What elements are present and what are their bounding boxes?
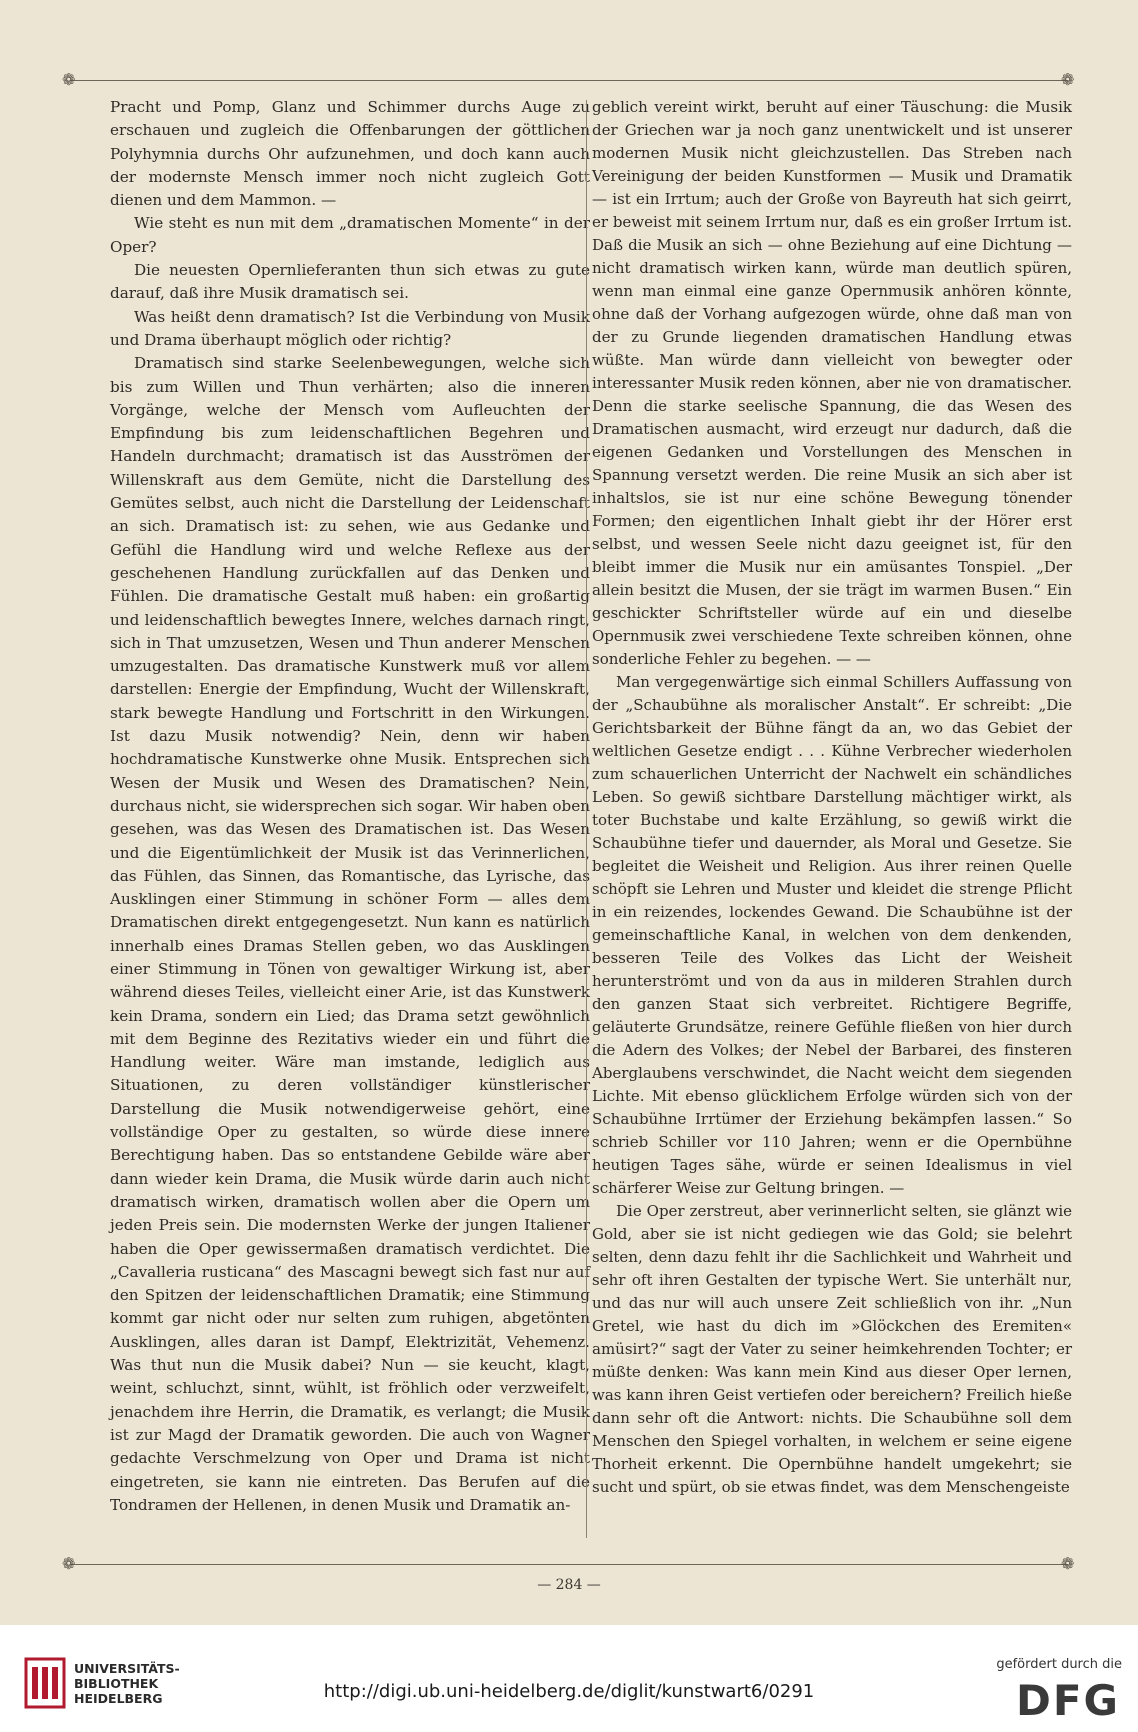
corner-ornament-bottom-left: ❁ (62, 1554, 76, 1573)
top-border-rule (70, 80, 1068, 81)
funding-label: gefördert durch die (996, 1657, 1122, 1672)
left-text-column (110, 96, 590, 1517)
institution-line: UNIVERSITÄTS- (74, 1661, 180, 1676)
dfg-logo-icon: DFG (1015, 1676, 1120, 1725)
paragraph: Man vergegenwärtige sich einmal Schillers Auffassung von der „Schaubühne als moralischer Anstalt“. Er schreibt: „Die Gerichtsbarkeit der Bühne fängt da an, wo das Gebiet der weltlichen Gesetze endigt . . . Kühne Verbrecher wiederholen zum schauerlichen Unterricht der Nachwelt ein schändliches Leben. So gewiß sichtbare Darstellung mächtiger wirkt, als toter Buchstabe und kalte Erzählung, so gewiß wirkt die Schaubühne tiefer und dauernder, als Moral und Gesetze. Sie begleitet die Weisheit und Religion. Aus ihrer reinen Quelle schöpft sie Lehren und Muster und kleidet die strenge Pflicht in ein reizendes, lockendes Gewand. Die Schaubühne ist der gemeinschaftliche Kanal, in welchen von dem denkenden, besseren Teile des Volkes das Licht der Weisheit herunterströmt und von da aus in milderen Strahlen durch den ganzen Staat sich verbreitet. Richtigere Begriffe, geläuterte Grundsätze, reinere Gefühle fließen von hier durch die Adern des Volkes; der Nebel der Barbarei, des finsteren Aberglaubens verschwindet, die Nacht weicht dem siegenden Lichte. Mit ebenso glücklichem Erfolge würden sich von der Schaubühne Irrtümer der Erziehung bekämpfen lassen.“ So schrieb Schiller vor 110 Jahren; wenn er die Opernbühne heutigen Tages sähe, würde er seinen Idealismus in viel schärferer Weise zur Geltung bringen. — (592, 673, 1072, 1197)
paragraph: Was heißt denn dramatisch? Ist die Verbindung von Musik und Drama überhaupt möglich oder richtig? (110, 307, 590, 349)
footer-bar (0, 1625, 1138, 1732)
page-number: — 284 — (537, 1577, 601, 1593)
right-text-column (592, 96, 1072, 1499)
paragraph: Die neuesten Opernlieferanten thun sich etwas zu gute darauf, daß ihre Musik dramatisch sei. (110, 261, 590, 303)
corner-ornament-top-right: ❁ (1061, 70, 1075, 89)
paragraph: geblich vereint wirkt, beruht auf einer Täuschung: die Musik der Griechen war ja noch ganz unentwickelt und ist unserer modernen Musik nicht gleichzustellen. Das Streben nach Vereinigung der beiden Kunstformen — Musik und Dramatik — ist ein Irrtum; auch der Große von Bayreuth hat sich geirrt, er beweist mit seinem Irrtum nur, daß es ein großer Irrtum ist. Daß die Musik an sich — ohne Beziehung auf eine Dichtung — nicht dramatisch wirken kann, würde man deutlich spüren, wenn man einmal eine ganze Opernmusik anhören könnte, ohne daß der Vorhang aufgezogen würde, ohne daß man von der zu Grunde liegenden dramatischen Handlung etwas wüßte. Man würde dann vielleicht von bewegter oder interessanter Musik reden können, aber nie von dramatischer. Denn die starke seelische Spannung, die das Wesen des Dramatischen ausmacht, wird erzeugt nur dadurch, daß die eigenen Gedanken und Vorstellungen des Menschen in Spannung versetzt werden. Die reine Musik an sich aber ist inhaltslos, sie ist nur eine schöne Bewegung tönender Formen; den eigentlichen Inhalt giebt ihr der Hörer erst selbst, und wessen Seele nicht dazu geeignet ist, für den bleibt immer die Musik nur ein amüsantes Tonspiel. „Der allein besitzt die Musen, der sie trägt im warmen Busen.“ Ein geschickter Schriftsteller würde auf ein und dieselbe Opernmusik zwei verschiedene Texte schreiben können, ohne sonderliche Fehler zu begehen. — — (592, 98, 1072, 668)
corner-ornament-top-left: ❁ (62, 70, 76, 89)
paragraph: Wie steht es nun mit dem „dramatischen Momente“ in der Oper? (110, 214, 590, 256)
paragraph: Pracht und Pomp, Glanz und Schimmer durchs Auge zu erschauen und zugleich die Offenbarungen der göttlichen Polyhymnia durchs Ohr aufzunehmen, und doch kann auch der modernste Mensch immer noch nicht zugleich Gott dienen und dem Mammon. — (110, 98, 590, 210)
corner-ornament-bottom-right: ❁ (1061, 1554, 1075, 1573)
column-divider (586, 100, 587, 1538)
paragraph: Die Oper zerstreut, aber verinnerlicht selten, sie glänzt wie Gold, aber sie ist nicht gediegen wie das Gold; sie belehrt selten, denn dazu fehlt ihr die Sachlichkeit und Wahrheit und sehr oft ihren Gestalten der typische Wert. Sie unterhält nur, und das nur will auch unsere Zeit schließlich von ihr. „Nun Gretel, wie hast du dich im »Glöckchen des Eremiten« amüsirt?“ sagt der Vater zu seiner heimkehrenden Tochter; er müßte denken: Was kann mein Kind aus dieser Oper lernen, was kann ihren Geist vertiefen oder bereichern? Freilich hieße dann sehr oft die Antwort: nichts. Die Schaubühne soll dem Menschen den Spiegel vorhalten, in welchem er seine eigene Thorheit erkennt. Die Opernbühne handelt umgekehrt; sie sucht und spürt, ob sie etwas findet, was dem Menschengeiste (592, 1202, 1072, 1496)
paragraph: Dramatisch sind starke Seelenbewegungen, welche sich bis zum Willen und Thun verhärten; also die inneren Vorgänge, welche der Mensch vom Aufleuchten der Empfindung bis zum leidenschaftlichen Begehren und Handeln durchmacht; dramatisch ist das Ausströmen der Willenskraft aus dem Gemüte, nicht die Darstellung des Gemütes selbst, auch nicht die Darstellung der Leidenschaft an sich. Dramatisch ist: zu sehen, wie aus Gedanke und Gefühl die Handlung wird und welche Reflexe aus der geschehenen Handlung zurückfallen auf das Denken und Fühlen. Die dramatische Gestalt muß haben: ein großartig und leidenschaftlich bewegtes Innere, welches darnach ringt, sich in That umzusetzen, Wesen und Thun anderer Menschen umzugestalten. Das dramatische Kunstwerk muß vor allem darstellen: Energie der Empfindung, Wucht der Willenskraft, stark bewegte Handlung und Fortschritt in den Wirkungen. Ist dazu Musik notwendig? Nein, denn wir haben hochdramatische Kunstwerke ohne Musik. Entsprechen sich Wesen der Musik und Wesen des Dramatischen? Nein, durchaus nicht, sie widersprechen sich sogar. Wir haben oben gesehen, was das Wesen des Dramatischen ist. Das Wesen und die Eigentümlichkeit der Musik ist das Verinnerlichen, das Fühlen, das Sinnen, das Romantische, das Lyrische, das Ausklingen einer Stimmung in schöner Form — alles dem Dramatischen direkt entgegengesetzt. Nun kann es natürlich innerhalb eines Dramas Stellen geben, wo das Ausklingen einer Stimmung in Tönen von gewaltiger Wirkung ist, aber während dieses Teiles, vielleicht einer Arie, ist das Kunstwerk kein Drama, sondern ein Lied; das Drama setzt gewöhnlich mit dem Beginne des Rezitativs wieder ein und führt die Handlung weiter. Wäre man imstande, lediglich aus Situationen, zu deren vollständiger künstlerischer Darstellung die Musik notwendigerweise gehört, eine vollständige Oper zu gestalten, so würde diese innere Berechtigung haben. Das so entstandene Gebilde wäre aber dann wieder kein Drama, die Musik würde darin auch nicht dramatisch wirken, dramatisch wollen aber die Opern um jeden Preis sein. Die modernsten Werke der jungen Italiener haben die Oper gewissermaßen dramatisch verdichtet. Die „Cavalleria rusticana“ des Mascagni bewegt sich fast nur auf den Spitzen der leidenschaftlichen Dramatik; eine Stimmung kommt gar nicht oder nur selten zum ruhigen, abgetönten Ausklingen, alles daran ist Dampf, Elektrizität, Vehemenz. Was thut nun die Musik dabei? Nun — sie keucht, klagt, weint, schluchzt, sinnt, wühlt, ist fröhlich oder verzweifelt, jenachdem ihre Herrin, die Dramatik, es verlangt; die Musik ist zur Magd der Dramatik geworden. Die auch von Wagner gedachte Verschmelzung von Oper und Drama ist nicht eingetreten, sie kann nie eintreten. Das Berufen auf die Tondramen der Hellenen, in denen Musik und Dramatik an- (110, 354, 590, 1514)
institution-line: HEIDELBERG (74, 1691, 163, 1706)
institution-line: BIBLIOTHEK (74, 1676, 159, 1691)
source-url-link[interactable]: http://digi.ub.uni-heidelberg.de/diglit/kunstwart6/0291 (323, 1681, 815, 1702)
bottom-border-rule (70, 1564, 1068, 1565)
